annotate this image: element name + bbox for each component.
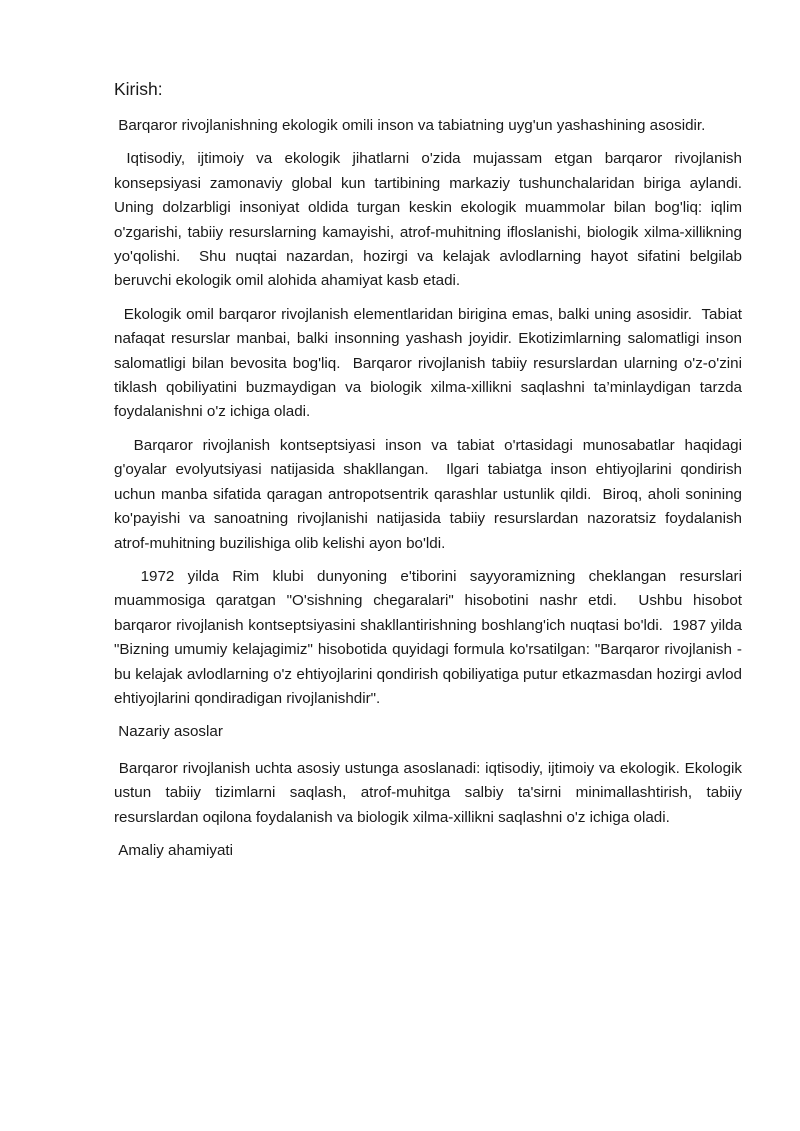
paragraph-nazariy: Barqaror rivojlanish uchta asosiy ustunga asoslanadi: iqtisodiy, ijtimoiy va ekologik. Ekologik ustun tabiiy tizimlarni saqlash, atrof-muhitga salbiy ta'sirni minimallashtirish, tabiiy resurslardan oqilona foydalanish va biologik xilma-xillikni saqlashni o'z ichiga oladi. [114,759,747,826]
document-body [114,76,751,875]
paragraph-2: Iqtisodiy, ijtimoiy va ekologik jihatlarni o'zida mujassam etgan barqaror rivojlanish konsepsiyasi zamonaviy global kun tartibining markaziy tushunchalaridan biriga aylandi. Uning dolzarbligi insoniyat oldida turgan keskin ekologik muammolar bilan bog'liq: iqlim o'zgarishi, tabiiy resurslarning kamayishi, atrof-muhitning ifloslanishi, biologik xilma-xillikning yo'qolishi. Shu nuqtai nazardan, hozirgi va kelajak avlodlarning hayot sifatini belgilab beruvchi ekologik omil alohida ahamiyat kasb etadi. [114,150,751,290]
paragraph-1: Barqaror rivojlanishning ekologik omili inson va tabiatning uyg'un yashashining asosidir. [114,117,706,134]
section-heading-nazariy: Nazariy asoslar [114,723,223,741]
paragraph-5: 1972 yilda Rim klubi dunyoning e'tiborini sayyoramizning cheklangan resurslari muammosiga qaratgan "O'sishning chegaralari" hisobotini nashr etdi. Ushbu hisobot barqaror rivojlanish kontseptsiyasini shakllantirishning boshlang'ich nuqtasi bo'ldi. 1987 yilda "Bizning umumiy kelajagimiz" hisobotida quyidagi formula ko'rsatilgan: "Barqaror rivojlanish - bu kelajak avlodlarning o'z ehtiyojlarini qondirish qobiliyatiga putur etkazmasdan hozirgi avlod ehtiyojlarini qondiradigan rivojlanishdir". [114,567,747,707]
section-heading-amaliy: Amaliy ahamiyati [114,841,234,859]
section-heading-kirish: Kirish: [114,79,163,99]
paragraph-4: Barqaror rivojlanish kontseptsiyasi inson va tabiat o'rtasidagi munosabatlar haqidagi g'oyalar evolyutsiyasi natijasida shakllangan. Ilgari tabiatga inson ehtiyojlarini qondirish uchun manba sifatida qaragan antropotsentrik qarashlar ustunlik qildi. Biroq, aholi sonining ko'payishi va sanoatning rivojlanishi natijasida tabiiy resurslardan nazoratsiz foydalanish atrof-muhitning buzilishiga olib kelishi ayon bo'ldi. [114,436,747,552]
paragraph-3: Ekologik omil barqaror rivojlanish elementlaridan birigina emas, balki uning asosidir. Tabiat nafaqat resurslar manbai, balki insonning yashash joyidir. Ekotizimlarning salomatligi inson salomatligi bilan bevosita bog'liq. Barqaror rivojlanish tabiiy resurslardan ularning o'z-o'zini tiklash qobiliyatini buzmaydigan va biologik xilma-xillikni saqlashni ta’minlaydigan tarzda foydalanishni o'z ichiga oladi. [114,305,747,421]
